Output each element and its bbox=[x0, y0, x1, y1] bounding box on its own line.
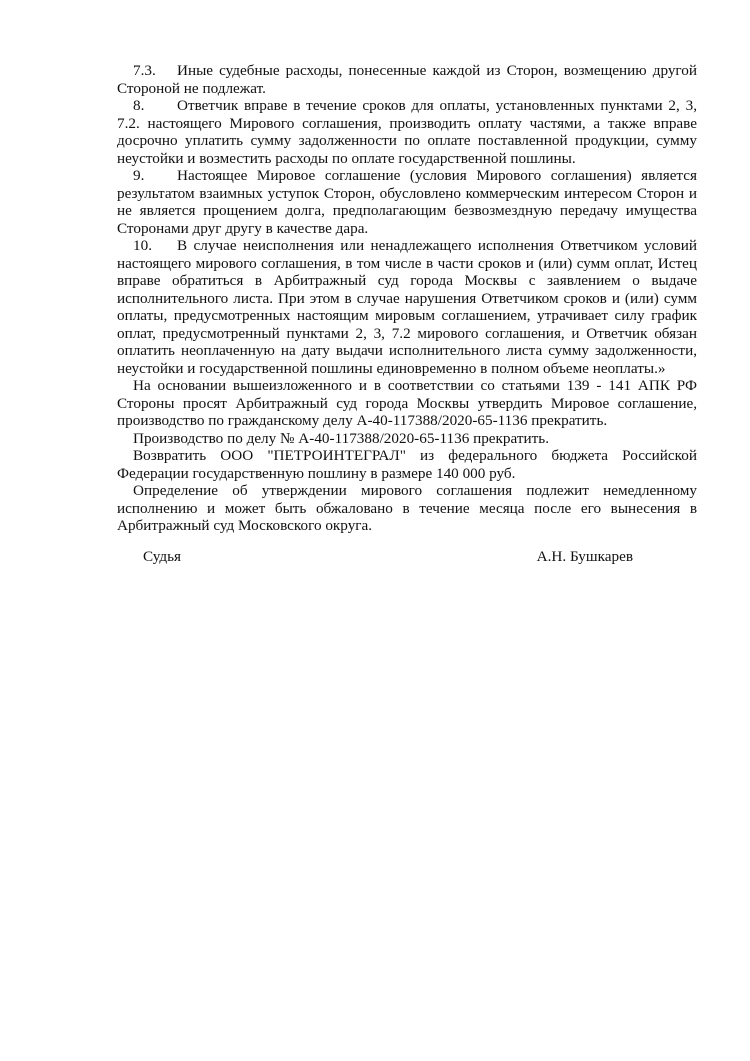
paragraph-request bbox=[117, 377, 697, 430]
paragraph-10 bbox=[117, 237, 697, 377]
paragraph-appeal bbox=[117, 482, 697, 535]
paragraph-text: Настоящее Мировое соглашение (условия Мирового соглашения) является результатом взаимных уступок Сторон, обусловлено коммерческим интересом Сторон и не является прощением долга, предполагающим безвозмездную передачу имущества Сторонами друг другу в качестве дара. bbox=[117, 167, 697, 237]
paragraph-number: 8. bbox=[133, 97, 145, 114]
paragraph-text: Возвратить ООО "ПЕТРОИНТЕГРАЛ" из федерального бюджета Российской Федерации государственную пошлину в размере 140 000 руб. bbox=[117, 447, 697, 482]
paragraph-text: На основании вышеизложенного и в соответствии со статьями 139 - 141 АПК РФ Стороны просят Арбитражный суд города Москвы утвердить Мировое соглашение, производство по гражданскому делу А-40-117388/2020-65-1136 прекратить. bbox=[117, 377, 697, 429]
signature-block bbox=[143, 548, 633, 568]
paragraph-number: 10. bbox=[133, 237, 152, 254]
paragraph-text: Ответчик вправе в течение сроков для оплаты, установленных пунктами 2, 3, 7.2. настоящего Мирового соглашения, производить оплату частями, а также вправе досрочно уплатить сумму задолженности по оплате поставленной продукции, сумму неустойки и возместить расходы по оплате государственной пошлины. bbox=[117, 97, 697, 167]
paragraph-number: 9. bbox=[133, 167, 145, 184]
paragraph-9 bbox=[117, 167, 697, 237]
signature-role: Судья bbox=[143, 548, 182, 565]
paragraph-text: В случае неисполнения или ненадлежащего исполнения Ответчиком условий настоящего мирового соглашения, в том числе в части сроков и (или) сумм оплат, Истец вправе обратиться в Арбитражный суд города Москвы с заявлением о выдаче исполнительного листа. При этом в случае нарушения Ответчиком сроков и (или) сумм оплаты, предусмотренных настоящим мировым соглашением, утрачивает силу график оплат, предусмотренный пунктами 2, 3, 7.2 мирового соглашения, и Ответчик обязан оплатить неоплаченную на дату выдачи исполнительного листа сумму задолженности, неустойки и государственной пошлины единовременно в полном объеме неоплаты.» bbox=[117, 237, 697, 377]
paragraph-8 bbox=[117, 97, 697, 167]
paragraph-7-3 bbox=[117, 62, 697, 97]
document-body bbox=[117, 62, 697, 535]
paragraph-text: Производство по делу № А-40-117388/2020-65-1136 прекратить. bbox=[133, 429, 549, 447]
paragraph-text: Определение об утверждении мирового соглашения подлежит немедленному исполнению и может быть обжаловано в течение месяца после его вынесения в Арбитражный суд Московского округа. bbox=[117, 482, 697, 534]
paragraph-number: 7.3. bbox=[133, 62, 156, 79]
paragraph-text: Иные судебные расходы, понесенные каждой из Сторон, возмещению другой Стороной не подлежат. bbox=[117, 62, 697, 97]
paragraph-refund bbox=[117, 447, 697, 482]
paragraph-terminate bbox=[117, 430, 697, 448]
signature-name: А.Н. Бушкарев bbox=[536, 548, 633, 565]
